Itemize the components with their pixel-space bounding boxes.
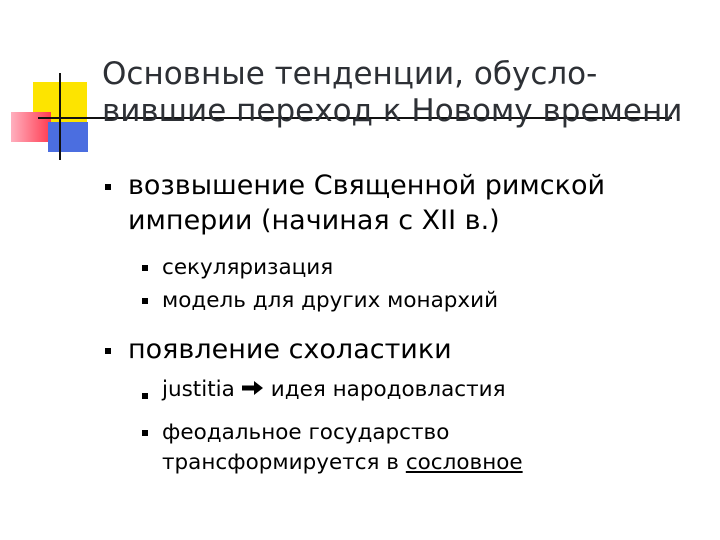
sub-list-item-text: justitia	[162, 377, 235, 402]
bullet-square-icon	[105, 184, 111, 190]
sub-list-item-line-1: феодальное государство	[162, 420, 450, 445]
slide-title-line-1: Основные тенденции, обусло-	[102, 56, 598, 92]
sub-list-item	[162, 418, 523, 478]
sub-bullet-square-icon	[142, 393, 148, 399]
slide-title-line-2: вившие переход к Новому времени	[102, 93, 683, 129]
sub-bullet-square-icon	[142, 298, 148, 304]
list-item	[128, 168, 605, 238]
sub-bullet-square-icon	[142, 430, 148, 436]
sub-list-item-text: трансформируется в	[162, 450, 406, 475]
sub-list-item-text: идея народовластия	[270, 377, 506, 402]
list-item-line-1: возвышение Священной римской	[128, 170, 606, 201]
sub-list-item	[162, 375, 506, 405]
right-arrow-icon	[242, 380, 264, 396]
sub-list-item: секуляризация	[162, 255, 334, 280]
list-item: появление схоластики	[128, 334, 452, 365]
bullet-square-icon	[105, 348, 111, 354]
slide-title	[102, 56, 702, 130]
decor-blue-square	[48, 122, 88, 152]
sub-list-item-line-2	[162, 448, 523, 478]
underlined-word: сословное	[405, 450, 523, 475]
sub-bullet-square-icon	[142, 265, 148, 271]
list-item-line-2: империи (начиная с XII в.)	[128, 205, 500, 236]
sub-list-item: модель для других монархий	[162, 288, 499, 313]
